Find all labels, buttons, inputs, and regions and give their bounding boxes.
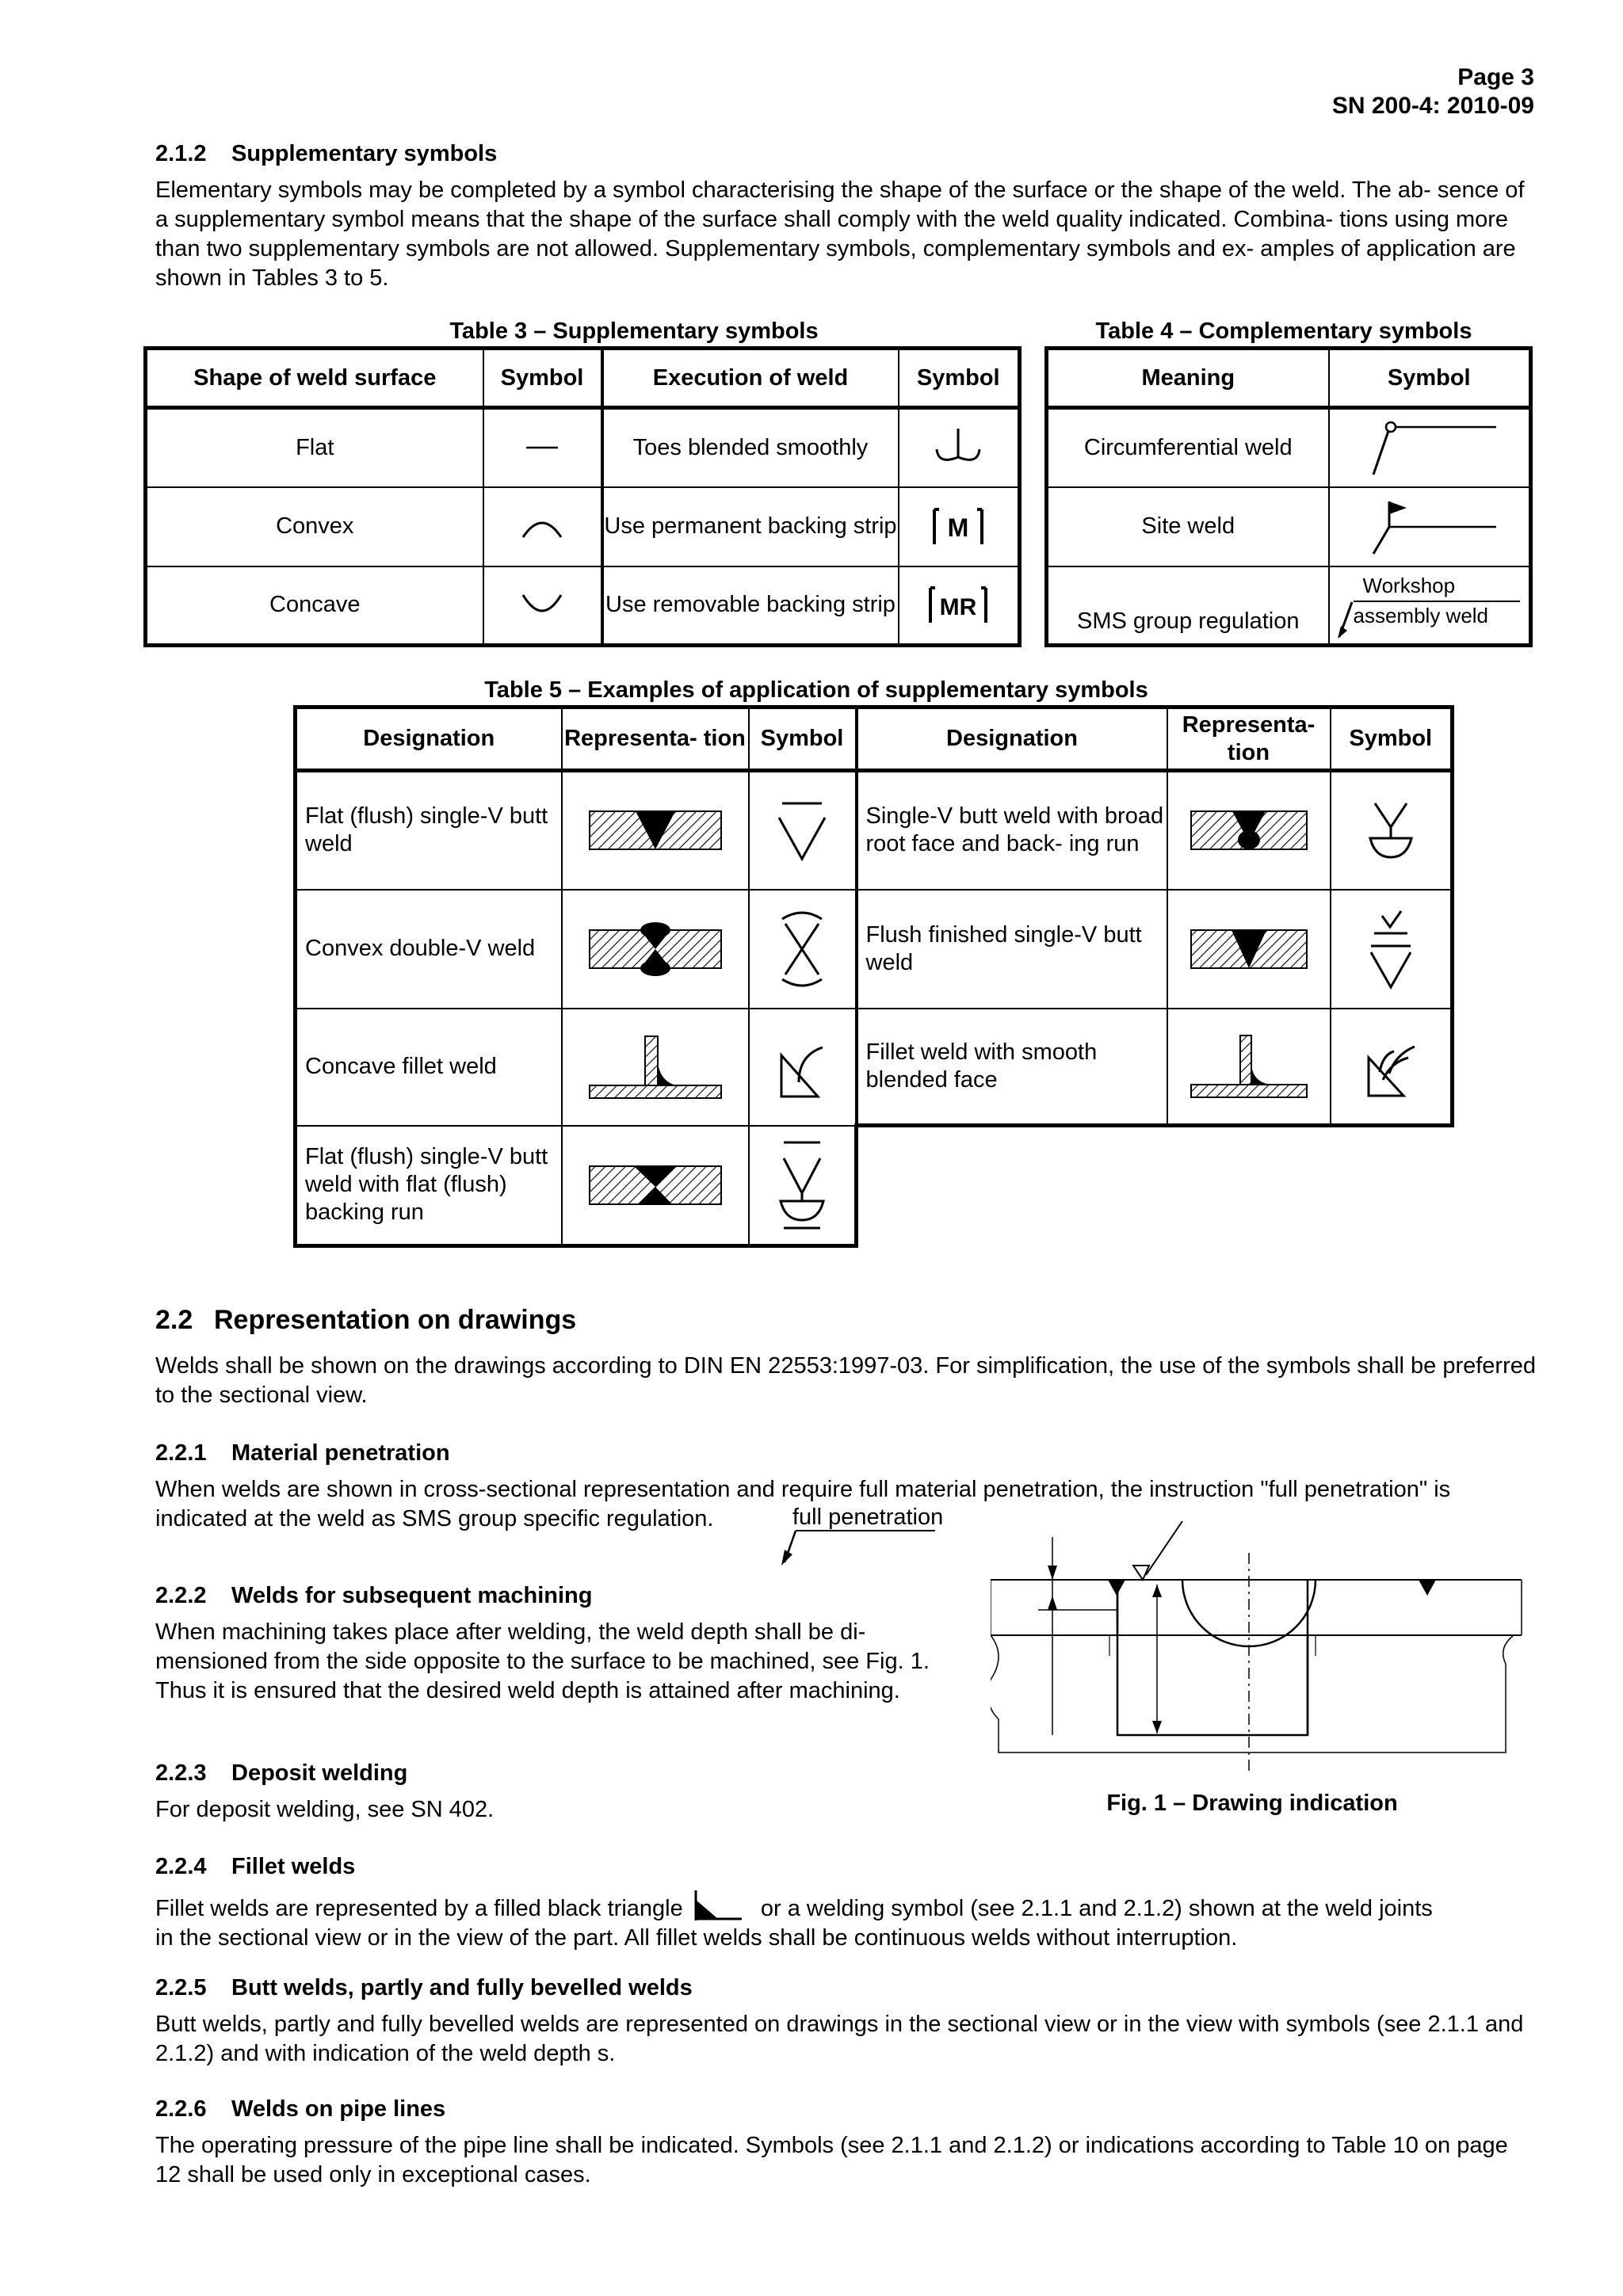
table5-header: Representa- tion — [1167, 707, 1331, 771]
section-heading-2-2-5: 2.2.5 Butt welds, partly and fully bevelled welds — [155, 1975, 693, 2000]
table4-header: Symbol — [1329, 349, 1531, 408]
table5-designation: Convex double-V weld — [296, 890, 562, 1009]
section-heading-2-2-3: 2.2.3 Deposit welding — [155, 1760, 408, 1786]
table5-designation: Fillet weld with smooth blended face — [857, 1009, 1167, 1126]
page-header — [1332, 63, 1534, 120]
table-row — [146, 408, 1020, 487]
broad-root-representation — [1167, 771, 1331, 890]
table4-header: Meaning — [1047, 349, 1329, 408]
workshop-assembly-icon — [1329, 566, 1531, 646]
fig1-caption: Fig. 1 – Drawing indication — [1106, 1791, 1398, 1816]
assembly-weld-label: assembly weld — [1354, 601, 1520, 629]
table-row — [296, 771, 1453, 890]
concave-fillet-representation — [562, 1009, 749, 1126]
table3 — [143, 346, 1022, 647]
smooth-blended-fillet-symbol-icon — [1331, 1009, 1453, 1126]
table3-exec: Toes blended smoothly — [602, 408, 899, 487]
flat-symbol-icon — [483, 408, 602, 487]
table5-designation: Flat (flush) single-V butt weld — [296, 771, 562, 890]
section-body-2-2-6: The operating pressure of the pipe line shall be indicated. Symbols (see 2.1.1 and 2.1.2) or indications according to Table 10 on page 12 shall be used only in exceptional cases. — [155, 2133, 1508, 2187]
workshop-label: Workshop — [1362, 573, 1456, 597]
convex-double-v-representation — [562, 890, 749, 1009]
table5-header: Representa- tion — [562, 707, 749, 771]
convex-symbol-icon — [483, 487, 602, 566]
table5-header: Designation — [296, 707, 562, 771]
full-penetration-leader-icon — [777, 1526, 943, 1567]
table5-designation: Single-V butt weld with broad root face and back- ing run — [857, 771, 1167, 890]
section-heading-2-1-2: 2.1.2 Supplementary symbols — [155, 141, 498, 166]
smooth-blended-fillet-representation — [1167, 1009, 1331, 1126]
filled-triangle-icon — [694, 1889, 743, 1922]
flat-backing-run-symbol-icon — [749, 1126, 857, 1246]
flat-single-v-backing-representation — [562, 1126, 749, 1246]
table3-shape: Flat — [146, 408, 483, 487]
section-heading-2-2: 2.2 Representation on drawings — [155, 1305, 577, 1335]
section-body-2-2-5: Butt welds, partly and fully bevelled welds are represented on drawings in the sectional view or in the view with symbols (see 2.1.1 and 2.1.2) and with indication of the weld depth s. — [155, 2012, 1524, 2066]
flush-finished-representation — [1167, 890, 1331, 1009]
concave-symbol-icon — [483, 566, 602, 646]
section-body-2-2-2: When machining takes place after welding, the weld depth shall be di- mensioned from the side opposite to the surface to be machined, see Fig. 1. Thus it is ensured that the desired weld depth is attained after machining. — [155, 1619, 930, 1703]
table-row — [146, 566, 1020, 646]
page-number: Page 3 — [1457, 64, 1534, 90]
table5-header: Designation — [857, 707, 1167, 771]
section-body-2-2-3: For deposit welding, see SN 402. — [155, 1797, 495, 1822]
permanent-backing-tag: M — [947, 513, 969, 542]
table5-caption: Table 5 – Examples of application of supplementary symbols — [484, 677, 1148, 703]
removable-backing-symbol-icon — [899, 566, 1020, 646]
section-heading-2-2-2: 2.2.2 Welds for subsequent machining — [155, 1583, 593, 1608]
section-body-2-1-2: Elementary symbols may be completed by a symbol characterising the shape of the surface or the shape of the weld. The ab- sence of a supplementary symbol means that the shape of the surface shall comply with the weld quality indicated. Combina- tions using more than two supplementary symbols are not allowed. Supplementary symbols, complementary symbols and ex- amples of application are shown in Tables 3 to 5. — [155, 177, 1525, 291]
toes-blended-symbol-icon — [899, 408, 1020, 487]
convex-double-v-symbol-icon — [749, 890, 857, 1009]
table-row — [296, 1009, 1453, 1126]
table-row — [1047, 487, 1531, 566]
flat-single-v-representation — [562, 771, 749, 890]
broad-root-symbol-icon — [1331, 771, 1453, 890]
removable-backing-tag: MR — [939, 593, 977, 620]
table3-header: Symbol — [899, 349, 1020, 408]
flat-single-v-symbol-icon — [749, 771, 857, 890]
section-body-2-2-1: When welds are shown in cross-sectional representation and require full material penetration, the instruction "full penetration" is indicated at the weld as SMS group specific regulation. — [155, 1477, 1451, 1531]
circumferential-weld-icon — [1329, 408, 1531, 487]
table3-header: Shape of weld surface — [146, 349, 483, 408]
flush-finished-symbol-icon — [1331, 890, 1453, 1009]
document-id: SN 200-4: 2010-09 — [1331, 93, 1534, 119]
table-row — [1047, 408, 1531, 487]
table4-caption: Table 4 – Complementary symbols — [1095, 318, 1472, 344]
permanent-backing-symbol-icon — [899, 487, 1020, 566]
table3-shape: Convex — [146, 487, 483, 566]
table4 — [1044, 346, 1533, 647]
table4-meaning: SMS group regulation — [1047, 566, 1329, 646]
table5-header: Symbol — [749, 707, 857, 771]
table3-exec: Use removable backing strip — [602, 566, 899, 646]
table5-designation: Flat (flush) single-V butt weld with flat (flush) backing run — [296, 1126, 562, 1246]
section-heading-2-2-6: 2.2.6 Welds on pipe lines — [155, 2096, 446, 2122]
section-body-2-2: Welds shall be shown on the drawings according to DIN EN 22553:1997-03. For simplification, the use of the symbols shall be preferred to the sectional view. — [155, 1353, 1536, 1408]
table-row — [296, 890, 1453, 1009]
section-heading-2-2-1: 2.2.1 Material penetration — [155, 1440, 450, 1466]
table4-meaning: Circumferential weld — [1047, 408, 1329, 487]
section-heading-2-2-4: 2.2.4 Fillet welds — [155, 1854, 356, 1879]
table3-caption: Table 3 – Supplementary symbols — [449, 318, 819, 344]
full-penetration-label: full penetration — [792, 1505, 944, 1530]
table5-designation: Flush finished single-V butt weld — [857, 890, 1167, 1009]
table5-header: Symbol — [1331, 707, 1453, 771]
table4-meaning: Site weld — [1047, 487, 1329, 566]
table5 — [293, 705, 1454, 1248]
table3-exec: Use permanent backing strip — [602, 487, 899, 566]
section-body-2-2-4: Fillet welds are represented by a filled black triangle or a welding symbol (see 2.1.1 and 2.1.2) shown at the weld joints in the sectional view or in the view of the part. All fillet welds shall be continuous welds without interruption. — [155, 1889, 1538, 1953]
table3-header: Execution of weld — [602, 349, 899, 408]
table-row — [1047, 566, 1531, 646]
fig1-drawing — [991, 1521, 1529, 1783]
table5-designation: Concave fillet weld — [296, 1009, 562, 1126]
table-row — [146, 487, 1020, 566]
site-weld-flag-icon — [1329, 487, 1531, 566]
table3-shape: Concave — [146, 566, 483, 646]
table3-header: Symbol — [483, 349, 602, 408]
concave-fillet-symbol-icon — [749, 1009, 857, 1126]
table-row — [296, 1126, 1453, 1246]
